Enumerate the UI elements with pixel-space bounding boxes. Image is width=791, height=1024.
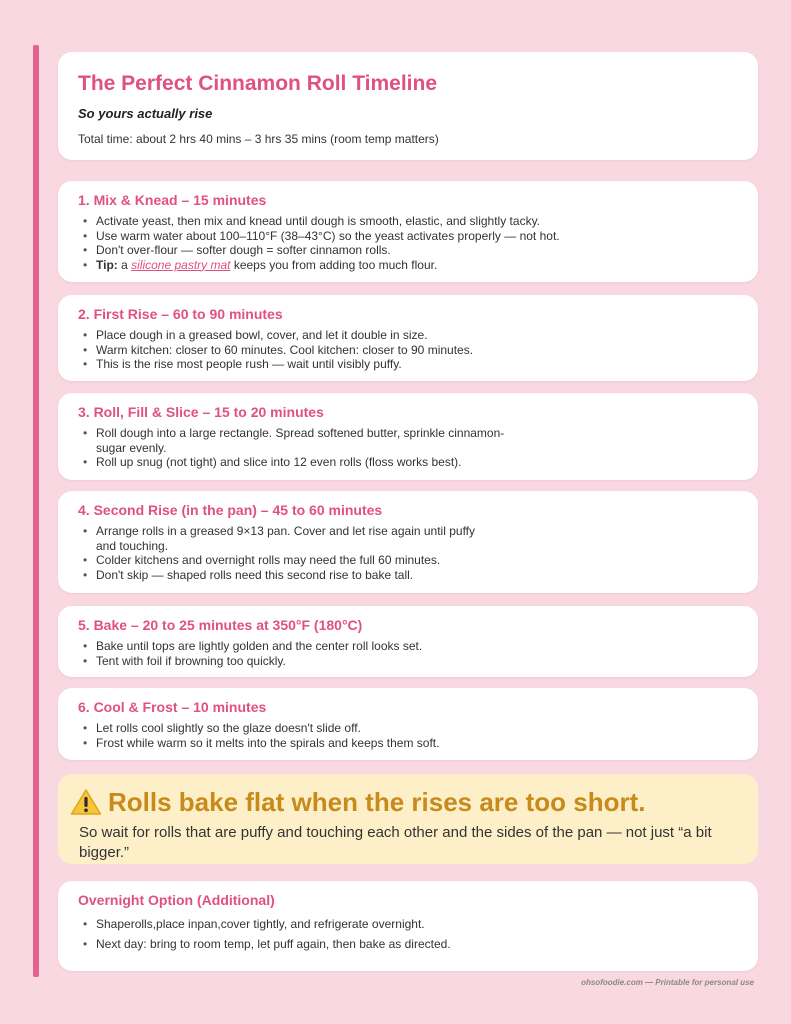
list-item: • Roll up snug (not tight) and slice into 12 even rolls (floss works best). bbox=[82, 455, 534, 470]
step-card-second-rise bbox=[58, 491, 758, 593]
overnight-option-card bbox=[58, 881, 758, 971]
list-item: • This is the rise most people rush — wait until visibly puffy. bbox=[82, 357, 552, 372]
warning-headline: Rolls bake flat when the rises are too short. bbox=[108, 787, 646, 817]
step-card-first-rise bbox=[58, 295, 758, 381]
tip-item bbox=[82, 258, 642, 273]
warning-icon bbox=[70, 788, 102, 816]
list-item: • Colder kitchens and overnight rolls may need the full 60 minutes. bbox=[82, 553, 482, 568]
step-list bbox=[82, 721, 552, 750]
overnight-title: Overnight Option (Additional) bbox=[78, 892, 275, 908]
footer-credit: ohsofoodie.com — Printable for personal use bbox=[581, 978, 754, 987]
list-item: • Next day: bring to room temp, let puff again, then bake as directed. bbox=[82, 934, 682, 954]
page-subtitle: So yours actually rise bbox=[78, 106, 213, 121]
step-list bbox=[82, 524, 482, 582]
step-title: 1. Mix & Knead – 15 minutes bbox=[78, 192, 267, 208]
header-card bbox=[58, 52, 758, 160]
step-title: 4. Second Rise (in the pan) – 45 to 60 minutes bbox=[78, 502, 383, 518]
list-item: • Tent with foil if browning too quickly. bbox=[82, 654, 552, 669]
list-item: • Frost while warm so it melts into the spirals and keeps them soft. bbox=[82, 736, 552, 751]
silicone-pastry-mat-link[interactable]: silicone pastry mat bbox=[131, 257, 231, 272]
step-title: 5. Bake – 20 to 25 minutes at 350°F (180°C) bbox=[78, 617, 363, 633]
step-list bbox=[82, 426, 534, 470]
warning-callout bbox=[58, 774, 758, 864]
tip-label: Tip: bbox=[96, 257, 118, 272]
overnight-list bbox=[82, 914, 682, 954]
step-card-bake bbox=[58, 606, 758, 677]
step-title: 2. First Rise – 60 to 90 minutes bbox=[78, 306, 283, 322]
step-title: 3. Roll, Fill & Slice – 15 to 20 minutes bbox=[78, 404, 324, 420]
list-item: • Let rolls cool slightly so the glaze doesn't slide off. bbox=[82, 721, 552, 736]
step-title: 6. Cool & Frost – 10 minutes bbox=[78, 699, 267, 715]
page-title: The Perfect Cinnamon Roll Timeline bbox=[78, 72, 438, 95]
list-item: • Bake until tops are lightly golden and the center roll looks set. bbox=[82, 639, 552, 654]
list-item: • Arrange rolls in a greased 9×13 pan. Cover and let rise again until puffy and touching. bbox=[82, 524, 482, 553]
list-item: • Use warm water about 100–110°F (38–43°C) so the yeast activates properly — not hot. bbox=[82, 229, 642, 244]
total-time: Total time: about 2 hrs 40 mins – 3 hrs 35 mins (room temp matters) bbox=[78, 132, 439, 146]
step-list bbox=[82, 328, 552, 372]
tip-suffix: keeps you from adding too much flour. bbox=[230, 257, 438, 272]
accent-side-bar bbox=[33, 45, 39, 977]
list-item: • Roll dough into a large rectangle. Spread softened butter, sprinkle cinnamon-sugar evenly. bbox=[82, 426, 534, 455]
list-item: • Activate yeast, then mix and knead until dough is smooth, elastic, and slightly tacky. bbox=[82, 214, 642, 229]
list-item: • Warm kitchen: closer to 60 minutes. Cool kitchen: closer to 90 minutes. bbox=[82, 343, 552, 358]
list-item: • Don't over-flour — softer dough = softer cinnamon rolls. bbox=[82, 243, 642, 258]
list-item: • Place dough in a greased bowl, cover, and let it double in size. bbox=[82, 328, 552, 343]
step-card-mix-knead bbox=[58, 181, 758, 282]
step-list bbox=[82, 214, 642, 272]
step-card-cool-frost bbox=[58, 688, 758, 760]
step-list bbox=[82, 639, 552, 668]
list-item: • Shaperolls,place inpan,cover tightly, and refrigerate overnight. bbox=[82, 914, 682, 934]
list-item: • Don't skip — shaped rolls need this second rise to bake tall. bbox=[82, 568, 482, 583]
tip-prefix: a bbox=[117, 257, 132, 272]
warning-body: So wait for rolls that are puffy and touching each other and the sides of the pan — not just “a bit bigger.” bbox=[79, 824, 712, 861]
step-card-roll-fill-slice bbox=[58, 393, 758, 480]
